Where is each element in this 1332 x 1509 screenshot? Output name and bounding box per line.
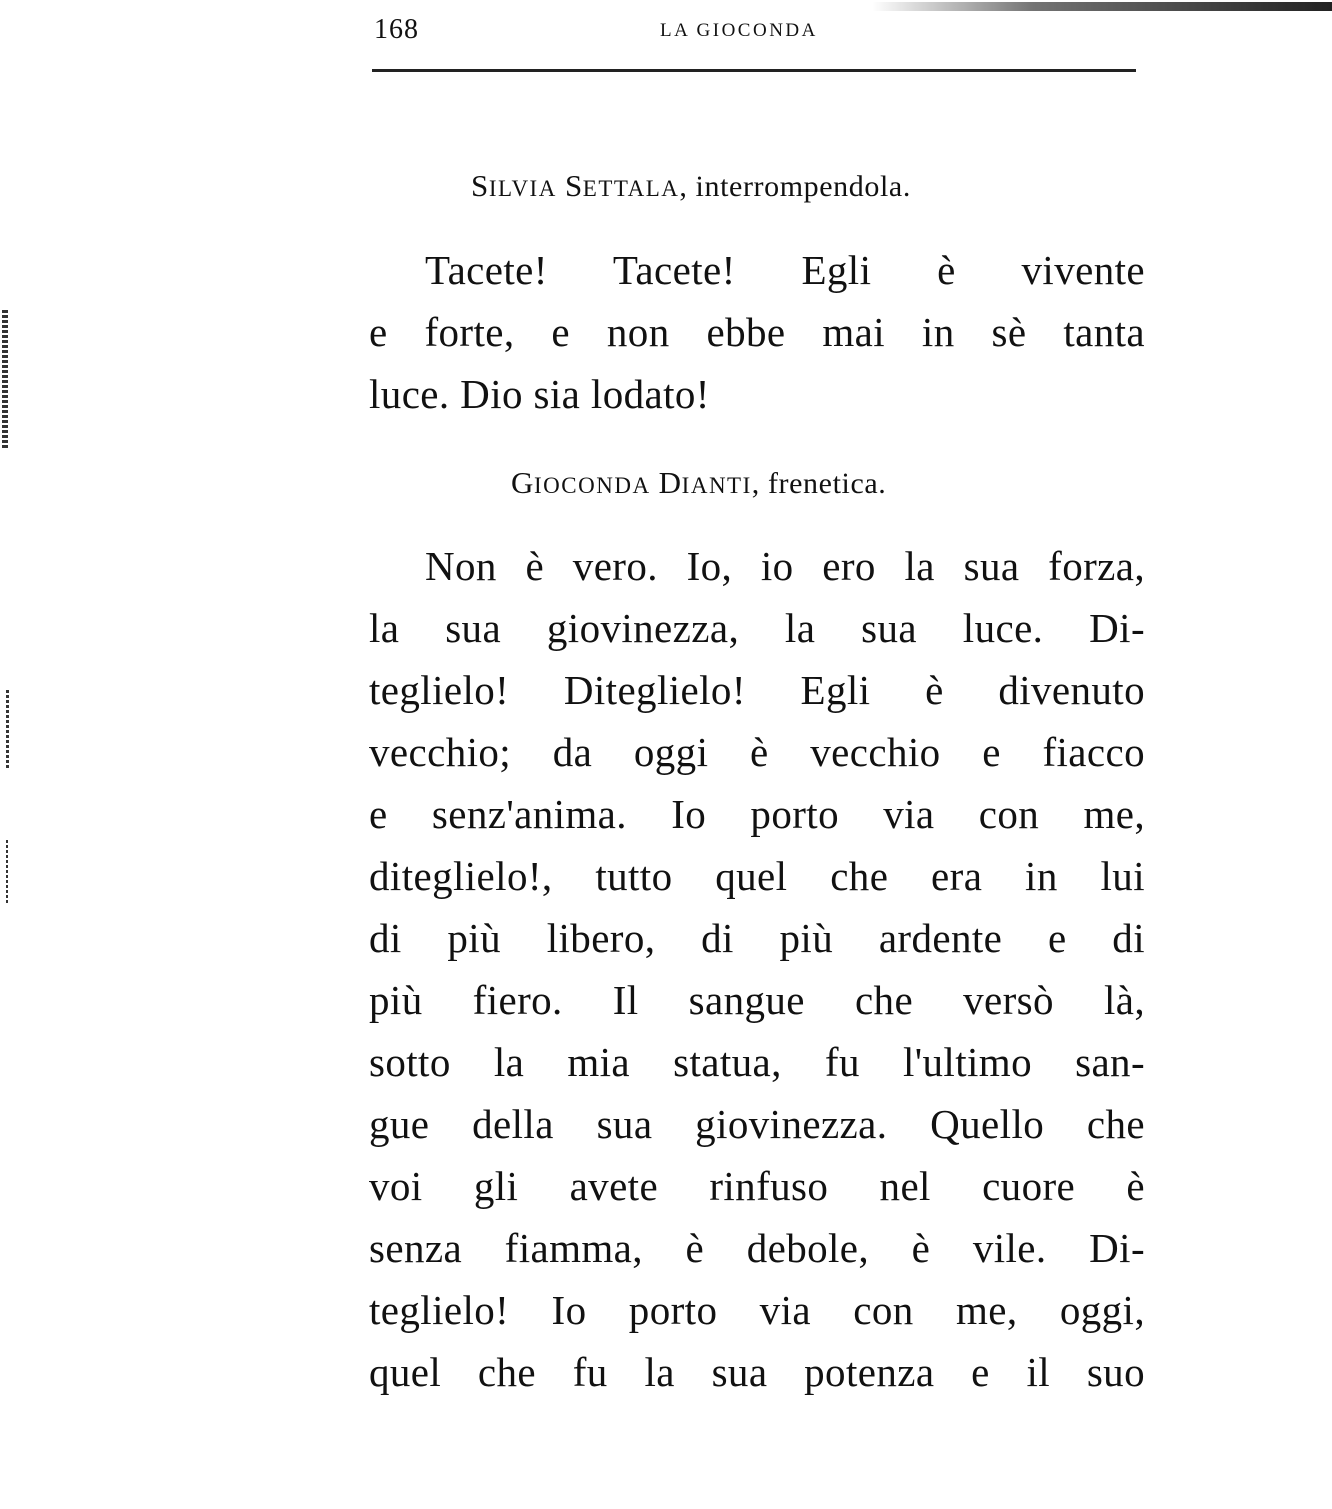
page-number: 168 <box>374 14 419 45</box>
speaker-name-initial: S <box>471 168 489 203</box>
speaker-name-rest: ETTALA <box>582 176 680 201</box>
text-line: sotto la mia statua, fu l'ultimo san- <box>369 1039 1145 1085</box>
speaker-name-rest: ILVIA <box>488 176 557 201</box>
text-line: senza fiamma, è debole, è vile. Di- <box>369 1225 1145 1271</box>
speaker-heading <box>511 465 886 501</box>
stage-direction: , interrompendola. <box>679 170 911 203</box>
scan-margin-mark <box>2 310 8 450</box>
scan-margin-mark <box>6 840 8 905</box>
text-line: gue della sua giovinezza. Quello che <box>369 1101 1145 1147</box>
text-line: Non è vero. Io, io ero la sua forza, <box>425 543 1145 589</box>
speech-paragraph <box>369 535 1145 1403</box>
speech-paragraph <box>369 239 1145 425</box>
running-header <box>374 12 1134 52</box>
text-line: teglielo! Io porto via con me, oggi, <box>369 1287 1145 1333</box>
speaker-heading <box>471 168 911 204</box>
text-line: vecchio; da oggi è vecchio e fiacco <box>369 729 1145 775</box>
speaker-name-initial: D <box>658 465 682 500</box>
text-line: quel che fu la sua potenza e il suo <box>369 1349 1145 1395</box>
text-line: di più libero, di più ardente e di <box>369 915 1145 961</box>
text-line: luce. Dio sia lodato! <box>369 371 710 417</box>
text-line: la sua giovinezza, la sua luce. Di- <box>369 605 1145 651</box>
running-title: LA GIOCONDA <box>660 20 818 41</box>
text-line: e senz'anima. Io porto via con me, <box>369 791 1145 837</box>
scan-edge-shadow <box>872 2 1332 11</box>
text-line: Tacete! Tacete! Egli è vivente <box>425 247 1145 293</box>
speaker-name-initial: S <box>564 168 583 203</box>
text-line: diteglielo!, tutto quel che era in lui <box>369 853 1145 899</box>
speaker-name-rest: IOCONDA <box>534 473 651 498</box>
text-line: più fiero. Il sangue che versò là, <box>369 977 1145 1023</box>
text-line: teglielo! Diteglielo! Egli è divenuto <box>369 667 1145 713</box>
header-rule <box>372 69 1136 72</box>
scan-margin-mark <box>6 690 9 770</box>
stage-direction: , frenetica. <box>751 467 887 500</box>
text-line: voi gli avete rinfuso nel cuore è <box>369 1163 1145 1209</box>
text-line: e forte, e non ebbe mai in sè tanta <box>369 309 1145 355</box>
speaker-name-rest: IANTI <box>681 473 752 498</box>
speaker-name-initial: G <box>511 465 534 500</box>
